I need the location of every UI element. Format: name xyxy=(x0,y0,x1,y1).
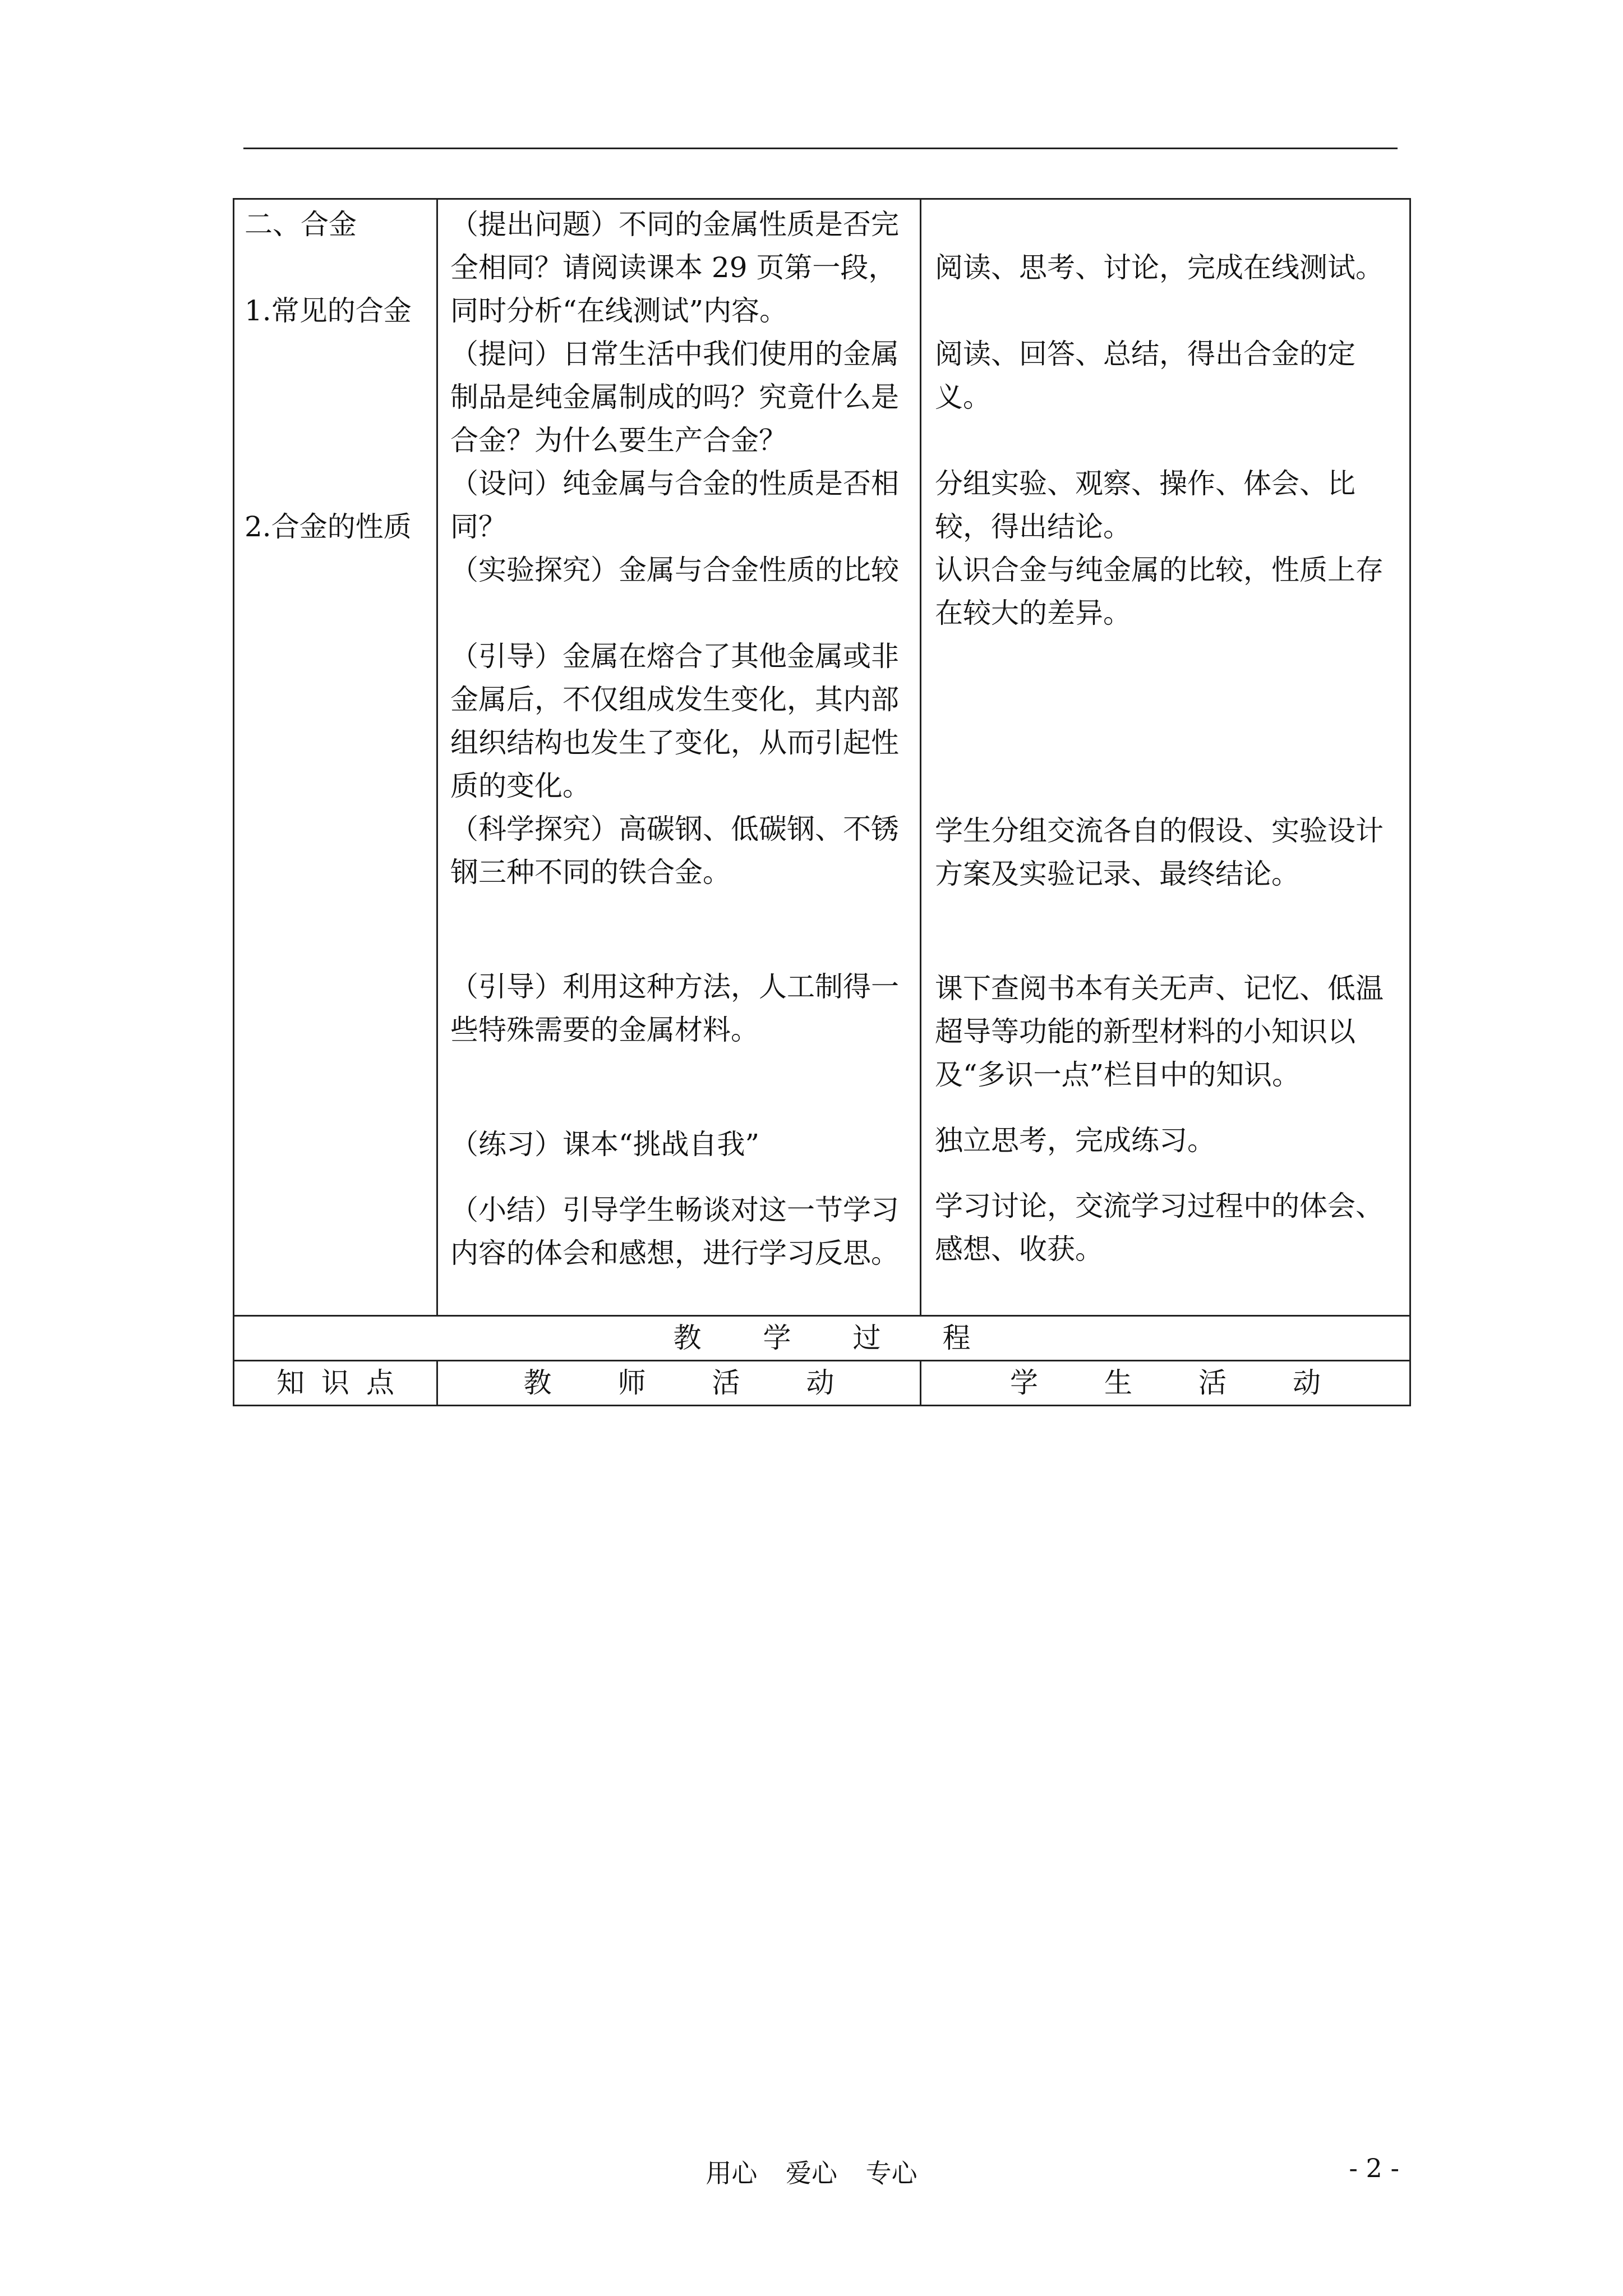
header-teacher-cell xyxy=(437,1361,921,1406)
teacher-paragraph: （引导）金属在熔合了其他金属或非金属后，不仅组成发生变化，其内部组织结构也发生了变化，从而引起性质的变化。 xyxy=(450,640,899,802)
table-row-process xyxy=(234,1316,1410,1361)
teacher-paragraph: （引导）利用这种方法，人工制得一些特殊需要的金属材料。 xyxy=(450,970,899,1046)
process-title: 教学过程 xyxy=(673,1322,1032,1354)
header-knowledge-cell xyxy=(234,1361,437,1406)
teacher-paragraph: （设问）纯金属与合金的性质是否相同？ xyxy=(450,467,899,543)
footer-word-1: 用心 xyxy=(706,2158,758,2188)
knowledge-section: 二、合金 xyxy=(245,208,357,241)
student-paragraph: 学生分组交流各自的假设、实验设计方案及实验记录、最终结论。 xyxy=(935,815,1384,890)
teacher-paragraph: （提出问题）不同的金属性质是否完全相同？请阅读课本 29 页第一段，同时分析“在线测试”内容。 xyxy=(450,208,899,327)
knowledge-cell xyxy=(234,199,437,1316)
lesson-table xyxy=(233,198,1411,1406)
student-cell xyxy=(921,199,1410,1316)
header-knowledge: 知识点 xyxy=(276,1366,411,1399)
header-teacher: 教师活动 xyxy=(523,1366,901,1399)
process-title-cell xyxy=(234,1316,1410,1361)
teacher-cell xyxy=(437,199,921,1316)
student-paragraph: 阅读、回答、总结，得出合金的定义。 xyxy=(935,338,1355,413)
knowledge-point-2: 2.合金的性质 xyxy=(245,510,412,543)
table-row-header xyxy=(234,1361,1410,1406)
teacher-paragraph: （实验探究）金属与合金性质的比较 xyxy=(450,554,899,586)
teacher-paragraph: （科学探究）高碳钢、低碳钢、不锈钢三种不同的铁合金。 xyxy=(450,813,899,889)
knowledge-point-1: 1.常见的合金 xyxy=(245,295,412,327)
footer-word-2: 爱心 xyxy=(786,2158,837,2188)
page-number: - 2 - xyxy=(1349,2153,1399,2183)
header-rule xyxy=(243,148,1398,149)
table-row-content xyxy=(234,199,1410,1316)
header-student-cell xyxy=(921,1361,1410,1406)
student-paragraph: 分组实验、观察、操作、体会、比较，得出结论。 xyxy=(935,467,1355,543)
footer-word-3: 专心 xyxy=(865,2158,917,2188)
header-student: 学生活动 xyxy=(1010,1366,1387,1399)
student-paragraph: 阅读、思考、讨论，完成在线测试。 xyxy=(935,251,1384,284)
teacher-paragraph: （小结）引导学生畅谈对这一节学习内容的体会和感想，进行学习反思。 xyxy=(450,1194,899,1269)
student-paragraph: 学习讨论，交流学习过程中的体会、感想、收获。 xyxy=(935,1190,1384,1266)
teacher-paragraph: （练习）课本“挑战自我” xyxy=(450,1128,760,1161)
student-paragraph: 认识合金与纯金属的比较，性质上存在较大的差异。 xyxy=(935,554,1384,629)
student-paragraph: 独立思考，完成练习。 xyxy=(935,1124,1215,1157)
student-paragraph: 课下查阅书本有关无声、记忆、低温超导等功能的新型材料的小知识以及“多识一点”栏目中的知识。 xyxy=(935,972,1384,1091)
teacher-paragraph: （提问）日常生活中我们使用的金属制品是纯金属制成的吗？究竟什么是合金？为什么要生产合金？ xyxy=(450,338,899,457)
